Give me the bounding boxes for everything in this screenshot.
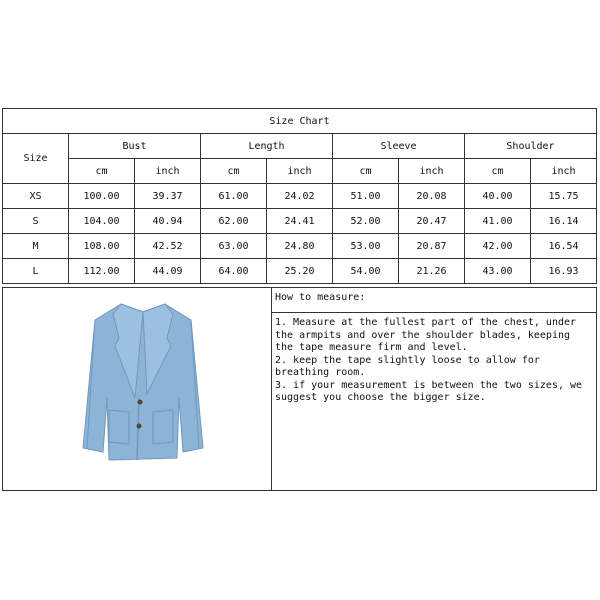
value-cell: 104.00 [69, 209, 135, 234]
value-cell: 42.00 [465, 234, 531, 259]
value-cell: 108.00 [69, 234, 135, 259]
value-cell: 16.14 [531, 209, 597, 234]
unit-header: inch [399, 159, 465, 184]
value-cell: 20.87 [399, 234, 465, 259]
value-cell: 24.02 [267, 184, 333, 209]
value-cell: 61.00 [201, 184, 267, 209]
size-column-header: Size [3, 134, 69, 184]
value-cell: 21.26 [399, 259, 465, 284]
value-cell: 52.00 [333, 209, 399, 234]
unit-header: inch [267, 159, 333, 184]
size-cell: L [3, 259, 69, 284]
length-header: Length [201, 134, 333, 159]
shoulder-header: Shoulder [465, 134, 597, 159]
value-cell: 40.00 [465, 184, 531, 209]
value-cell: 64.00 [201, 259, 267, 284]
unit-header: cm [69, 159, 135, 184]
unit-header: inch [135, 159, 201, 184]
size-cell: M [3, 234, 69, 259]
value-cell: 54.00 [333, 259, 399, 284]
value-cell: 51.00 [333, 184, 399, 209]
unit-header: inch [531, 159, 597, 184]
measure-guide-table [2, 287, 597, 491]
measure-step: 3. if your measurement is between the two sizes, we suggest you choose the bigger size. [275, 379, 583, 403]
value-cell: 25.20 [267, 259, 333, 284]
value-cell: 16.54 [531, 234, 597, 259]
size-cell: XS [3, 184, 69, 209]
sleeve-header: Sleeve [333, 134, 465, 159]
value-cell: 24.80 [267, 234, 333, 259]
value-cell: 40.94 [135, 209, 201, 234]
value-cell: 39.37 [135, 184, 201, 209]
value-cell: 112.00 [69, 259, 135, 284]
product-photo-cell [3, 288, 272, 491]
value-cell: 41.00 [465, 209, 531, 234]
table-row [3, 209, 597, 234]
value-cell: 100.00 [69, 184, 135, 209]
value-cell: 63.00 [201, 234, 267, 259]
value-cell: 16.93 [531, 259, 597, 284]
how-to-measure-title: How to measure: [272, 288, 597, 313]
how-to-measure-steps [272, 313, 597, 491]
value-cell: 44.09 [135, 259, 201, 284]
value-cell: 20.08 [399, 184, 465, 209]
value-cell: 42.52 [135, 234, 201, 259]
measure-step: 2. keep the tape slightly loose to allow for breathing room. [275, 354, 540, 378]
size-chart-title: Size Chart [3, 109, 597, 134]
value-cell: 15.75 [531, 184, 597, 209]
table-row [3, 184, 597, 209]
unit-header: cm [333, 159, 399, 184]
table-row [3, 259, 597, 284]
bust-header: Bust [69, 134, 201, 159]
value-cell: 20.47 [399, 209, 465, 234]
measure-step: 1. Measure at the fullest part of the chest, under the armpits and over the shoulder blades, keeping the tape measure firm and level. [275, 317, 577, 353]
value-cell: 24.41 [267, 209, 333, 234]
jacket-image [73, 298, 213, 468]
size-chart-table [2, 108, 597, 284]
unit-header: cm [465, 159, 531, 184]
value-cell: 43.00 [465, 259, 531, 284]
size-cell: S [3, 209, 69, 234]
value-cell: 62.00 [201, 209, 267, 234]
table-row [3, 234, 597, 259]
unit-header: cm [201, 159, 267, 184]
value-cell: 53.00 [333, 234, 399, 259]
